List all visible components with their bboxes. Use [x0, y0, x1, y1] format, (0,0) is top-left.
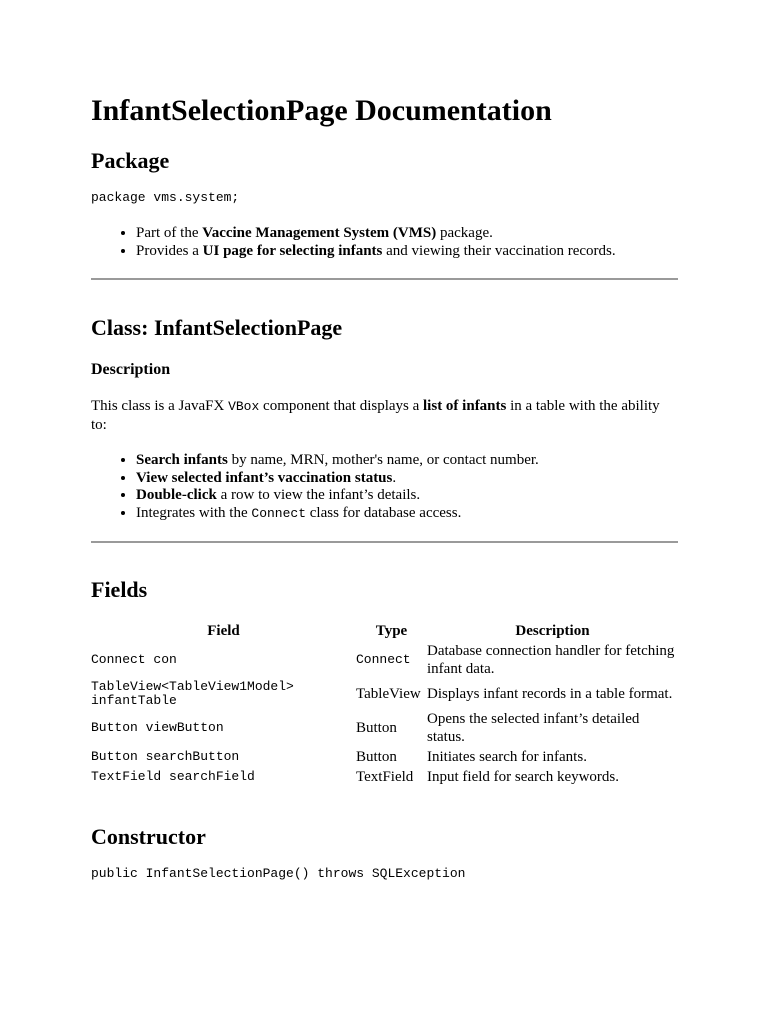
list-item: • View selected infant’s vaccination status.: [136, 470, 696, 488]
list-item: • Provides a UI page for selecting infants and viewing their vaccination records.: [136, 243, 696, 261]
field-name-cell: TextField searchField: [91, 769, 255, 784]
table-header-row: [91, 621, 678, 641]
table-row: [91, 709, 678, 747]
field-name-cell: Button searchButton: [91, 749, 240, 764]
class-description: This class is a JavaFX VBox component that displays a list of infants in a table with the ability to:: [91, 398, 660, 433]
table-row: [91, 767, 678, 787]
package-code: package vms.system;: [91, 190, 240, 205]
list-item: • Part of the Vaccine Management System (VMS) package.: [136, 225, 696, 243]
field-type-cell: Button: [356, 720, 397, 736]
table-row: [91, 679, 678, 709]
package-heading: Package: [91, 148, 170, 173]
field-description-cell: Opens the selected infant’s detailed status.: [427, 711, 640, 745]
column-header-field: Field: [207, 623, 240, 639]
field-type-cell: TableView: [356, 686, 421, 702]
field-name-cell: TableView<TableView1Model> infantTable: [91, 679, 294, 708]
description-subheading: Description: [91, 361, 171, 378]
list-item: • Search infants by name, MRN, mother's name, or contact number.: [136, 452, 696, 470]
field-description-cell: Input field for search keywords.: [427, 769, 620, 785]
field-name-cell: Button viewButton: [91, 720, 224, 735]
section-divider: [91, 541, 678, 543]
fields-heading: Fields: [91, 577, 148, 602]
class-features-list: [91, 452, 696, 522]
field-name-cell: Connect con: [91, 652, 177, 667]
field-description-cell: Initiates search for infants.: [427, 749, 587, 765]
column-header-type: Type: [375, 623, 408, 639]
class-heading: Class: InfantSelectionPage: [91, 315, 343, 340]
fields-table: [91, 621, 678, 787]
field-type-cell: TextField: [356, 769, 414, 785]
field-type-cell: Connect: [356, 652, 411, 667]
package-bullets: [91, 225, 696, 260]
field-description-cell: Database connection handler for fetching infant data.: [427, 643, 675, 677]
section-divider: [91, 278, 678, 280]
constructor-code: public InfantSelectionPage() throws SQLException: [91, 866, 466, 881]
table-row: [91, 747, 678, 767]
column-header-description: Description: [515, 623, 590, 639]
list-item: • Integrates with the Connect class for database access.: [136, 505, 696, 523]
field-description-cell: Displays infant records in a table format.: [427, 686, 673, 702]
field-type-cell: Button: [356, 749, 397, 765]
list-item: • Double-click a row to view the infant’s details.: [136, 487, 696, 505]
page-title: InfantSelectionPage Documentation: [91, 94, 552, 127]
table-row: [91, 641, 678, 679]
constructor-heading: Constructor: [91, 824, 206, 849]
